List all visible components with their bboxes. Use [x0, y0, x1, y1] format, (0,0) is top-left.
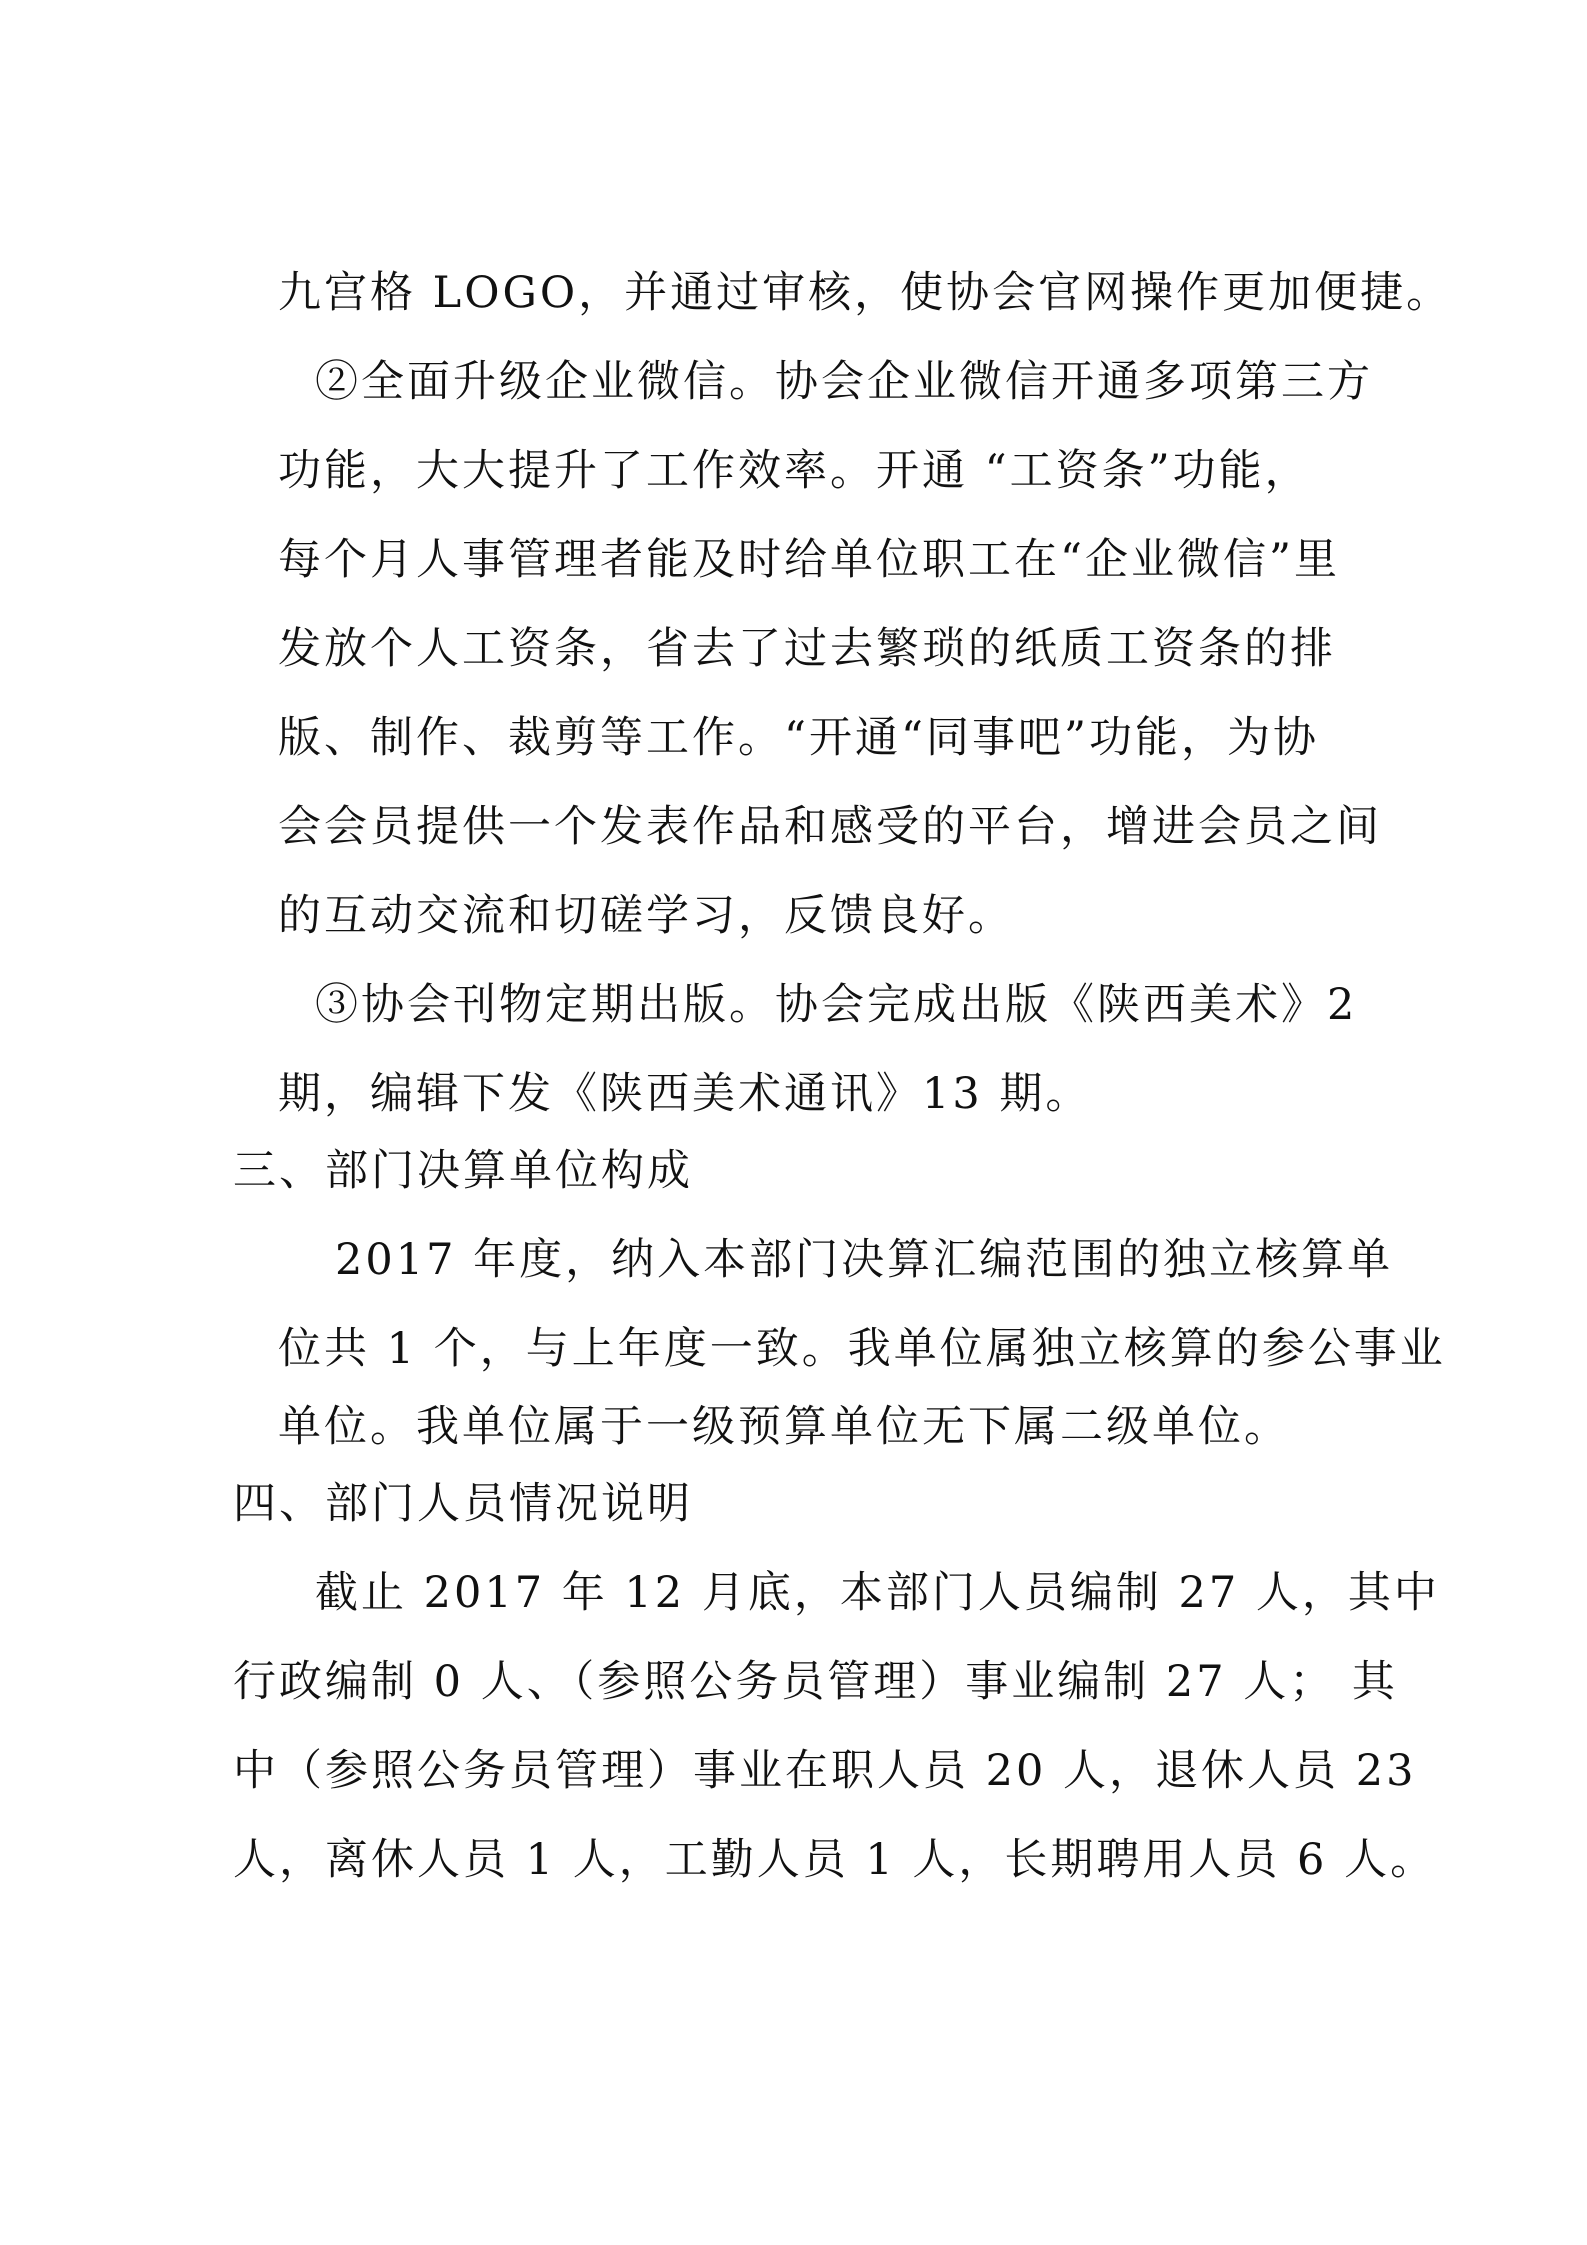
section-heading: 四、部门人员情况说明: [233, 1479, 693, 1529]
section-heading: 三、部门决算单位构成: [233, 1146, 693, 1196]
paragraph-line: 截止 2017 年 12 月底，本部门人员编制 27 人，其中: [315, 1568, 1440, 1618]
paragraph-line: 中（参照公务员管理）事业在职人员 20 人，退休人员 23: [233, 1746, 1417, 1796]
paragraph-line: ③协会刊物定期出版。协会完成出版《陕西美术》2: [315, 980, 1358, 1030]
paragraph-line: 功能，大大提升了工作效率。开通 “工资条”功能，: [278, 446, 1311, 496]
paragraph-line: 会会员提供一个发表作品和感受的平台，增进会员之间: [278, 802, 1382, 852]
paragraph-line: 2017 年度，纳入本部门决算汇编范围的独立核算单: [335, 1235, 1394, 1285]
paragraph-line: 单位。我单位属于一级预算单位无下属二级单位。: [278, 1402, 1290, 1452]
paragraph-line: 发放个人工资条，省去了过去繁琐的纸质工资条的排: [278, 624, 1336, 674]
paragraph-line: 位共 1 个，与上年度一致。我单位属独立核算的参公事业: [278, 1324, 1446, 1374]
paragraph-line: 的互动交流和切磋学习，反馈良好。: [278, 891, 1014, 941]
paragraph-line: 每个月人事管理者能及时给单位职工在“企业微信”里: [278, 535, 1340, 585]
paragraph-line: 期，编辑下发《陕西美术通讯》13 期。: [278, 1069, 1092, 1119]
paragraph-line: 版、制作、裁剪等工作。“开通“同事吧”功能，为协: [278, 713, 1319, 763]
paragraph-line: 九宫格 LOGO，并通过审核，使协会官网操作更加便捷。: [278, 268, 1453, 318]
paragraph-line: ②全面升级企业微信。协会企业微信开通多项第三方: [315, 357, 1373, 407]
paragraph-line: 人，离休人员 1 人，工勤人员 1 人，长期聘用人员 6 人。: [233, 1835, 1437, 1885]
paragraph-line: 行政编制 0 人、（参照公务员管理）事业编制 27 人； 其: [233, 1657, 1398, 1707]
